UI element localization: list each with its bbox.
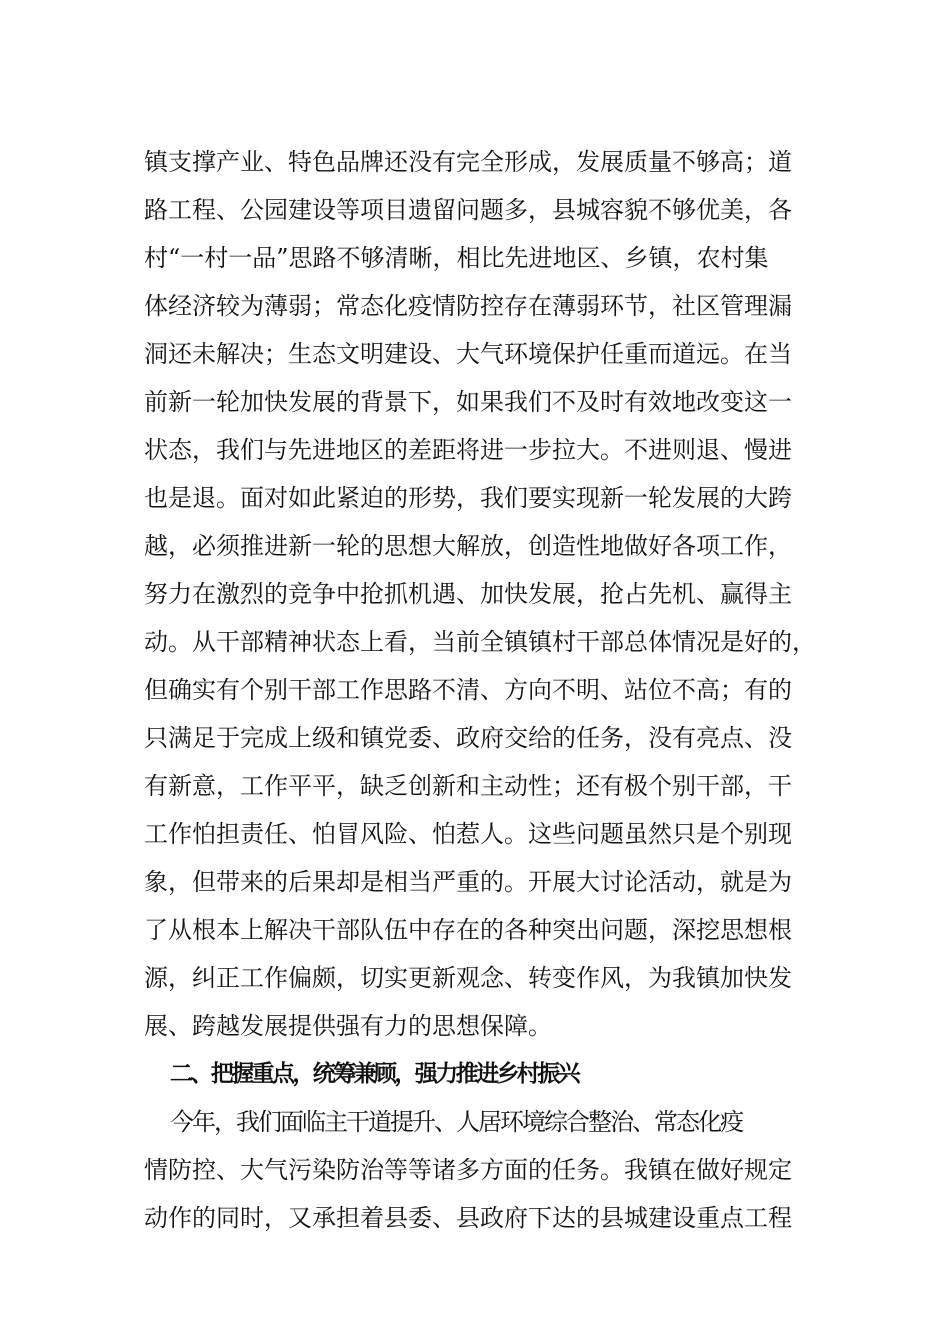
paragraph-line: 也是退。面对如此紧迫的形势，我们要实现新一轮发展的大跨 [144,484,792,512]
section-heading: 二、把握重点，统筹兼顾，强力推进乡村振兴 [170,1061,579,1087]
paragraph-line: 越，必须推进新一轮的思想大解放，创造性地做好各项工作， [144,532,792,560]
paragraph-line: 动作的同时，又承担着县委、县政府下达的县城建设重点工程 [144,1204,792,1232]
paragraph-line: 有新意，工作平平，缺乏创新和主动性；还有极个别干部，干 [144,772,792,800]
paragraph-line: 努力在激烈的竞争中抢抓机遇、加快发展，抢占先机、赢得主 [144,580,792,608]
paragraph-line: 情防控、大气污染防治等等诸多方面的任务。我镇在做好规定 [144,1156,792,1184]
paragraph-line: 但确实有个别干部工作思路不清、方向不明、站位不高；有的 [144,676,792,704]
paragraph-line: 工作怕担责任、怕冒风险、怕惹人。这些问题虽然只是个别现 [144,820,792,848]
paragraph-line: 动。从干部精神状态上看，当前全镇镇村干部总体情况是好的， [144,628,816,656]
paragraph-line: 今年，我们面临主干道提升、人居环境综合整治、常态化疫 [170,1108,742,1136]
paragraph-line: 体经济较为薄弱；常态化疫情防控存在薄弱环节，社区管理漏 [144,292,792,320]
paragraph-line: 象，但带来的后果却是相当严重的。开展大讨论活动，就是为 [144,868,792,896]
paragraph-line: 展、跨越发展提供强有力的思想保障。 [144,1012,552,1040]
paragraph-line: 了从根本上解决干部队伍中存在的各种突出问题，深挖思想根 [144,916,792,944]
paragraph-line: 只满足于完成上级和镇党委、政府交给的任务，没有亮点、没 [144,724,792,752]
paragraph-line: 前新一轮加快发展的背景下，如果我们不及时有效地改变这一 [144,388,792,416]
paragraph-line: 路工程、公园建设等项目遗留问题多，县城容貌不够优美，各 [144,196,792,224]
paragraph-line: 村“一村一品”思路不够清晰，相比先进地区、乡镇，农村集 [144,244,769,272]
paragraph-line: 洞还未解决；生态文明建设、大气环境保护任重而道远。在当 [144,340,792,368]
paragraph-line: 镇支撑产业、特色品牌还没有完全形成，发展质量不够高；道 [144,148,792,176]
paragraph-line: 源，纠正工作偏颇，切实更新观念、转变作风，为我镇加快发 [144,964,792,992]
paragraph-line: 状态，我们与先进地区的差距将进一步拉大。不进则退、慢进 [144,436,792,464]
